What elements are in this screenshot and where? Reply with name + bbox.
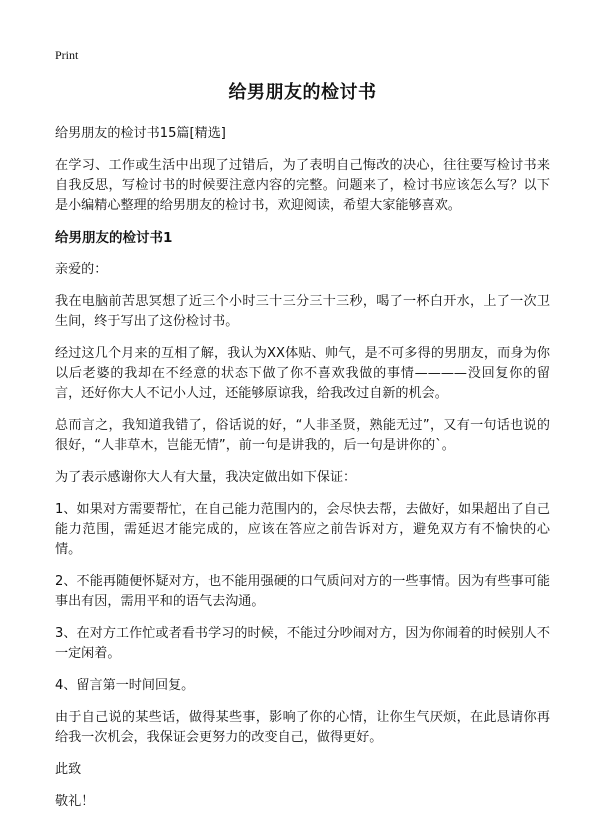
salutation: 亲爱的： <box>55 262 108 277</box>
body-paragraph: 经过这几个月来的互相了解，我认为XX体贴、帅气，是不可多得的男朋友，而身为你以后老婆的我却在不经意的状态下做了你不喜欢我做的事情————没回复你的留言，还好你大人不记小人过，还能够原谅我，给我改过自新的机会。 <box>55 346 550 401</box>
document-subtitle: 给男朋友的检讨书15篇[精选] <box>55 126 226 141</box>
closing-line: 此致 <box>55 762 82 777</box>
body-paragraph: 由于自己说的某些话，做得某些事，影响了你的心情，让你生气厌烦，在此恳请你再给我一次机会，我保证会更努力的改变自己，做得更好。 <box>55 710 550 745</box>
document-body <box>55 78 550 824</box>
page-title: 给男朋友的检讨书 <box>228 82 377 103</box>
section-heading: 给男朋友的检讨书1 <box>55 230 173 246</box>
promise-item: 2、不能再随便怀疑对方，也不能用强硬的口气质问对方的一些事情。因为有些事可能事出有因，需用平和的语气去沟通。 <box>55 574 550 609</box>
promise-item: 1、如果对方需要帮忙，在自己能力范围内的，会尽快去帮，去做好，如果超出了自己能力范围，需延迟才能完成的，应该在答应之前告诉对方，避免双方有不愉快的心情。 <box>55 502 550 557</box>
body-paragraph: 为了表示感谢你大人有大量，我决定做出如下保证： <box>55 470 357 485</box>
body-paragraph: 总而言之，我知道我错了，俗话说的好，“人非圣贤，熟能无过”，又有一句话也说的很好，“人非草木，岂能无情”，前一句是讲我的，后一句是讲你的`。 <box>55 418 550 453</box>
promise-item: 4、留言第一时间回复。 <box>55 678 195 693</box>
intro-paragraph: 在学习、工作或生活中出现了过错后，为了表明自己悔改的决心，往往要写检讨书来自我反思，写检讨书的时候要注意内容的完整。问题来了，检讨书应该怎么写？以下是小编精心整理的给男朋友的检讨书，欢迎阅读，希望大家能够喜欢。 <box>55 158 550 213</box>
body-paragraph: 我在电脑前苦思冥想了近三个小时三十三分三十三秒，喝了一杯白开水，上了一次卫生间，终于写出了这份检讨书。 <box>55 294 550 329</box>
closing-line: 敬礼！ <box>55 794 95 809</box>
print-link[interactable]: Print <box>55 48 79 62</box>
promise-item: 3、在对方工作忙或者看书学习的时候，不能过分吵闹对方，因为你闹着的时候别人不一定闲着。 <box>55 626 550 661</box>
